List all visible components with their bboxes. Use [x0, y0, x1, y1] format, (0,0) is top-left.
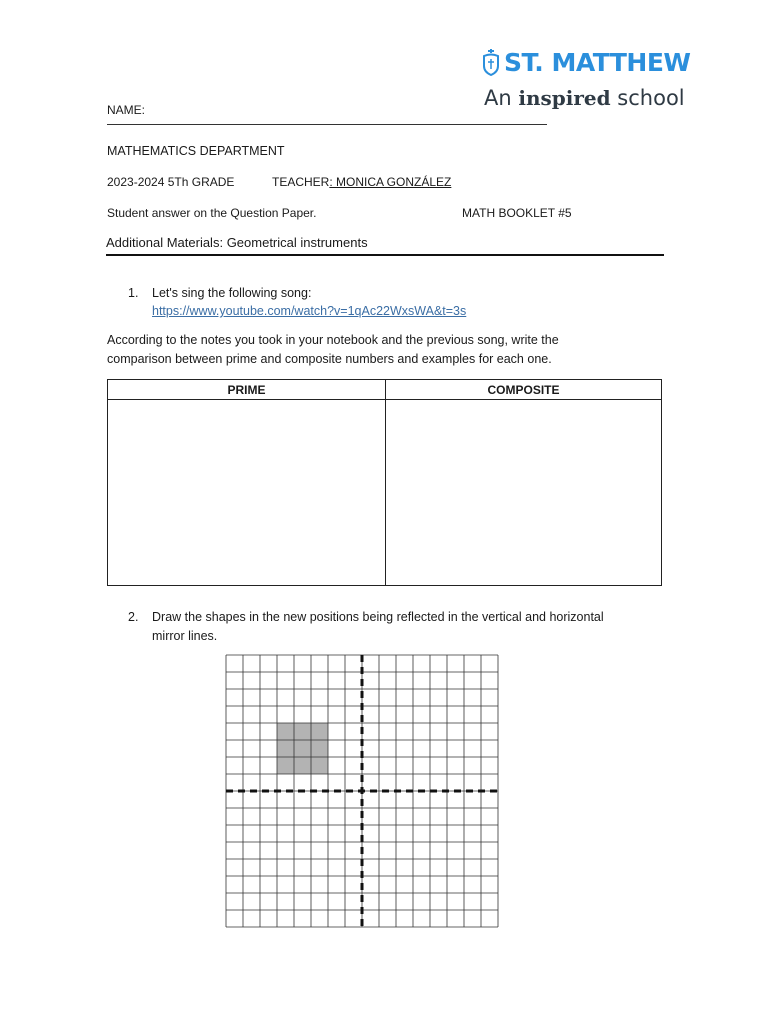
q1-instruction-1: According to the notes you took in your notebook and the previous song, write the	[107, 333, 559, 347]
composite-answer-cell[interactable]	[386, 400, 662, 586]
instructions: Student answer on the Question Paper.	[107, 206, 317, 220]
materials-label: Additional Materials:	[106, 235, 224, 250]
shaded-cell	[311, 740, 328, 757]
school-logo	[482, 46, 691, 78]
shaded-cell	[294, 723, 311, 740]
q2-number: 2.	[128, 610, 139, 624]
teacher-label: TEACHER	[272, 175, 330, 189]
prime-header: PRIME	[108, 380, 386, 400]
q1-prompt: Let's sing the following song:	[152, 286, 312, 300]
q2-line-2: mirror lines.	[152, 629, 218, 643]
materials-value: Geometrical instruments	[226, 235, 368, 250]
teacher-name: : MONICA GONZÁLEZ	[329, 175, 452, 189]
name-answer-line	[107, 124, 547, 125]
q2-line-1: Draw the shapes in the new positions being reflected in the vertical and horizontal	[152, 610, 604, 624]
department-label: MATHEMATICS DEPARTMENT	[107, 144, 285, 158]
comparison-table	[107, 379, 662, 586]
prime-answer-cell[interactable]	[108, 400, 386, 586]
header-divider	[106, 254, 664, 256]
shaded-cell	[294, 757, 311, 774]
name-label: NAME:	[107, 103, 146, 117]
shaded-cell	[277, 723, 294, 740]
shield-cross-icon	[482, 48, 500, 76]
q1-instruction-2: comparison between prime and composite numbers and examples for each one.	[107, 352, 552, 366]
reflection-grid[interactable]	[224, 653, 500, 929]
year-grade: 2023-2024 5Th GRADE	[107, 175, 235, 189]
materials	[106, 235, 368, 250]
booklet-number: MATH BOOKLET #5	[462, 206, 572, 220]
shaded-cell	[311, 723, 328, 740]
shaded-cell	[294, 740, 311, 757]
shaded-cell	[311, 757, 328, 774]
school-name: ST. MATTHEW	[504, 47, 691, 77]
q1-number: 1.	[128, 286, 139, 300]
shaded-cell	[277, 740, 294, 757]
song-link[interactable]: https://www.youtube.com/watch?v=1qAc22WxsWA&t=3s	[152, 304, 467, 318]
teacher-field	[272, 175, 451, 189]
school-tagline: An inspired school	[484, 86, 685, 110]
shaded-cell	[277, 757, 294, 774]
composite-header: COMPOSITE	[386, 380, 662, 400]
